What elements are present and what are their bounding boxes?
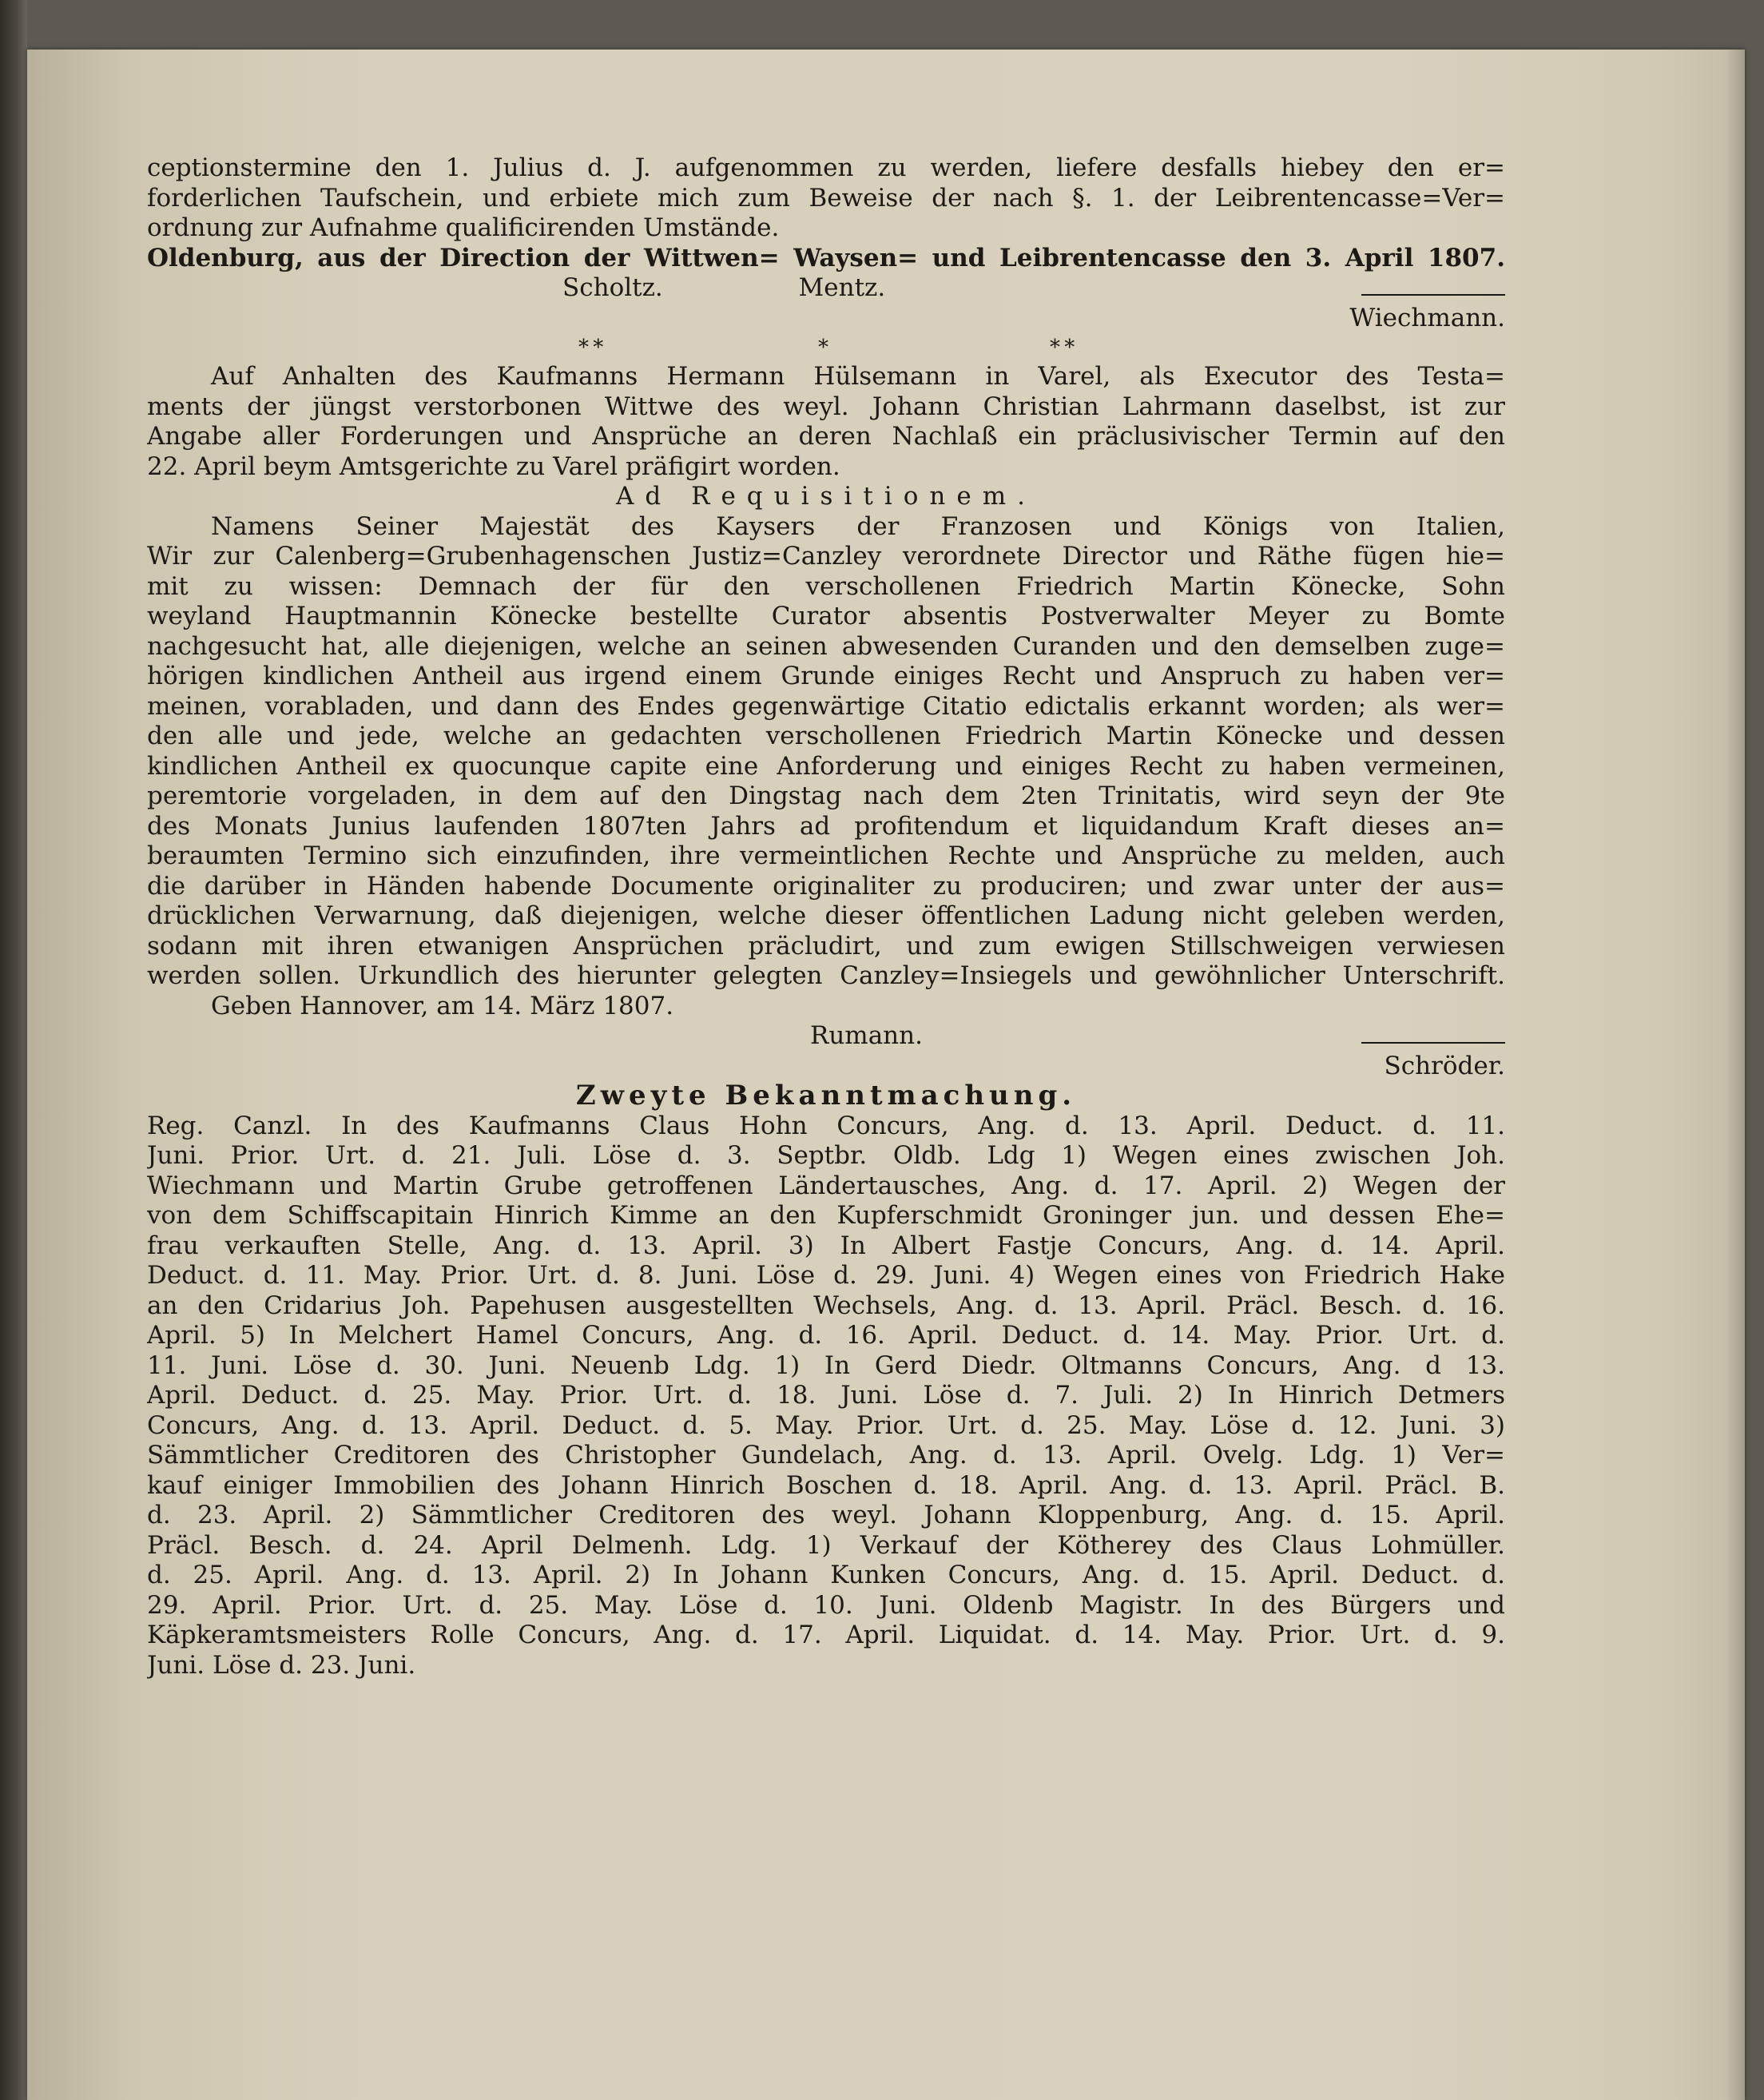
- text-line: von dem Schiffscapitain Hinrich Kimme an den Kupferschmidt Groninger jun. und dessen Ehe=: [147, 1201, 1505, 1230]
- signer-rumann: Rumann.: [810, 1021, 923, 1050]
- asterism-right: * *: [1050, 336, 1075, 360]
- text-line: Concurs, Ang. d. 13. April. Deduct. d. 5. May. Prior. Urt. d. 25. May. Löse d. 12. Juni. 3): [147, 1410, 1505, 1440]
- asterism-left: * *: [578, 336, 604, 360]
- text-line: Wiechmann und Martin Grube getroffenen Ländertausches, Ang. d. 17. April. 2) Wegen der: [147, 1171, 1505, 1200]
- signature-rule: [1361, 1042, 1505, 1044]
- star-separator: [147, 333, 1505, 362]
- page-text: [147, 153, 1505, 1680]
- text-line: forderlichen Taufschein, und erbiete mich zum Beweise der nach §. 1. der Leibrentencasse=Ver=: [147, 183, 1505, 213]
- text-line: 22. April beym Amtsgerichte zu Varel präfigirt worden.: [147, 451, 840, 481]
- text-line: an den Cridarius Joh. Papehusen ausgestellten Wechsels, Ang. d. 13. April. Präcl. Besch. d. 16.: [147, 1291, 1505, 1320]
- given-date-line: Geben Hannover, am 14. März 1807.: [211, 991, 674, 1020]
- text-line: 11. Juni. Löse d. 30. Juni. Neuenb Ldg. 1) In Gerd Diedr. Oltmanns Concurs, Ang. d 13.: [147, 1350, 1505, 1380]
- text-line: Angabe aller Forderungen und Ansprüche an deren Nachlaß ein präclusivischer Termin auf den: [147, 422, 1505, 451]
- text-line: kindlichen Antheil ex quocunque capite eine Anforderung und einiges Recht zu haben vermeinen,: [147, 751, 1505, 781]
- signer-schroeder: Schröder.: [1384, 1051, 1505, 1080]
- text-line: sodann mit ihren etwanigen Ansprüchen präcludirt, und zum ewigen Stillschweigen verwiesen: [147, 931, 1505, 961]
- paragraph-continuation: [147, 153, 1505, 333]
- notice-hannover: [147, 512, 1505, 1082]
- signature-rule: [1361, 294, 1505, 296]
- text-line: peremtorie vorgeladen, in dem auf den Dingstag nach dem 2ten Trinitatis, wird seyn der 9te: [147, 782, 1505, 810]
- signer-mentz: Mentz.: [798, 273, 886, 302]
- text-line: ordnung zur Aufnahme qualificirenden Umstände.: [147, 213, 780, 242]
- text-line: Auf Anhalten des Kaufmanns Hermann Hülsemann in Varel, als Executor des Testa=: [211, 362, 1505, 391]
- text-line: ceptionstermine den 1. Julius d. J. aufgenommen zu werden, liefere desfalls hiebey den er=: [147, 153, 1505, 182]
- text-line: nachgesucht hat, alle diejenigen, welche an seinen abwesenden Curanden und den demselben zuge=: [147, 631, 1505, 661]
- notice-varel: [147, 362, 1505, 482]
- text-line: frau verkauften Stelle, Ang. d. 13. April. 3) In Albert Fastje Concurs, Ang. d. 14. April.: [147, 1231, 1505, 1260]
- text-line: die darüber in Händen habende Documente originaliter zu produciren; und zwar unter der aus=: [147, 871, 1505, 901]
- text-line: Juni. Prior. Urt. d. 21. Juli. Löse d. 3. Septbr. Oldb. Ldg 1) Wegen eines zwischen Joh.: [147, 1141, 1505, 1170]
- text-line: weyland Hauptmannin Könecke bestellte Curator absentis Postverwalter Meyer zu Bomte: [147, 602, 1505, 630]
- text-line: kauf einiger Immobilien des Johann Hinrich Boschen d. 18. April. Ang. d. 13. April. Präcl. B.: [147, 1470, 1505, 1500]
- text-line: Sämmtlicher Creditoren des Christopher Gundelach, Ang. d. 13. April. Ovelg. Ldg. 1) Ver=: [147, 1441, 1505, 1470]
- signer-wiechmann: Wiechmann.: [1349, 303, 1505, 332]
- text-line: beraumten Termino sich einzufinden, ihre vermeintlichen Rechte und Ansprüche zu melden, auch: [147, 841, 1505, 870]
- document-page: [27, 50, 1745, 2100]
- text-line: Reg. Canzl. In des Kaufmanns Claus Hohn Concurs, Ang. d. 13. April. Deduct. d. 11.: [147, 1111, 1505, 1140]
- text-line: Präcl. Besch. d. 24. April Delmenh. Ldg. 1) Verkauf der Kötherey des Claus Lohmüller.: [147, 1530, 1505, 1560]
- asterism-middle: *: [818, 336, 828, 360]
- text-line: April. 5) In Melchert Hamel Concurs, Ang. d. 16. April. Deduct. d. 14. May. Prior. Urt. d.: [147, 1321, 1505, 1350]
- text-line: meinen, vorabladen, und dann des Endes gegenwärtige Citatio edictalis erkannt worden; als wer=: [147, 691, 1505, 721]
- text-line: 29. April. Prior. Urt. d. 25. May. Löse d. 10. Juni. Oldenb Magistr. In des Bürgers und: [147, 1590, 1505, 1620]
- text-line: Namens Seiner Majestät des Kaysers der Franzosen und Königs von Italien,: [211, 511, 1505, 541]
- text-line: April. Deduct. d. 25. May. Prior. Urt. d. 18. Juni. Löse d. 7. Juli. 2) In Hinrich Detmers: [147, 1381, 1505, 1410]
- signature-row: [147, 273, 1505, 304]
- text-line: drücklichen Verwarnung, daß diejenigen, welche dieser öffentlichen Ladung nicht geleben werden,: [147, 901, 1505, 930]
- text-line: Juni. Löse d. 23. Juni.: [147, 1650, 416, 1680]
- text-line: Deduct. d. 11. May. Prior. Urt. d. 8. Juni. Löse d. 29. Juni. 4) Wegen eines von Friedrich Hake: [147, 1261, 1505, 1290]
- signature-row: [147, 1021, 1505, 1052]
- section-heading: Zweyte Bekanntmachung.: [575, 1080, 1077, 1112]
- book-spine: [0, 0, 27, 2100]
- page-edge-shadow: [1726, 50, 1745, 2100]
- place-date-line: Oldenburg, aus der Direction der Wittwen= Waysen= und Leibrentencasse den 3. April 1807.: [147, 243, 1505, 272]
- text-line: den alle und jede, welche an gedachten verschollenen Friedrich Martin Könecke und dessen: [147, 722, 1505, 750]
- text-line: d. 25. April. Ang. d. 13. April. 2) In Johann Kunken Concurs, Ang. d. 15. April. Deduct. d.: [147, 1561, 1505, 1589]
- text-line: hörigen kindlichen Antheil aus irgend einem Grunde einiges Recht und Anspruch zu haben ver=: [147, 662, 1505, 690]
- text-line: Käpkeramtsmeisters Rolle Concurs, Ang. d. 17. April. Liquidat. d. 14. May. Prior. Urt. d. 9.: [147, 1621, 1505, 1649]
- notice-list: [147, 1112, 1505, 1681]
- text-line: werden sollen. Urkundlich des hierunter gelegten Canzley=Insiegels und gewöhnlicher Unterschrift.: [147, 961, 1505, 990]
- text-line: des Monats Junius laufenden 1807ten Jahrs ad profitendum et liquidandum Kraft dieses an=: [147, 811, 1505, 841]
- text-line: ments der jüngst verstorbonen Wittwe des weyl. Johann Christian Lahrmann daselbst, ist zur: [147, 392, 1505, 421]
- ad-requisitionem-heading: Ad Requisitionem.: [616, 482, 1036, 511]
- text-line: mit zu wissen: Demnach der für den verschollenen Friedrich Martin Könecke, Sohn: [147, 571, 1505, 601]
- signer-scholtz: Scholtz.: [562, 273, 663, 302]
- text-line: Wir zur Calenberg=Grubenhagenschen Justiz=Canzley verordnete Director und Räthe fügen hie=: [147, 542, 1505, 571]
- text-line: d. 23. April. 2) Sämmtlicher Creditoren des weyl. Johann Kloppenburg, Ang. d. 15. April.: [147, 1501, 1505, 1529]
